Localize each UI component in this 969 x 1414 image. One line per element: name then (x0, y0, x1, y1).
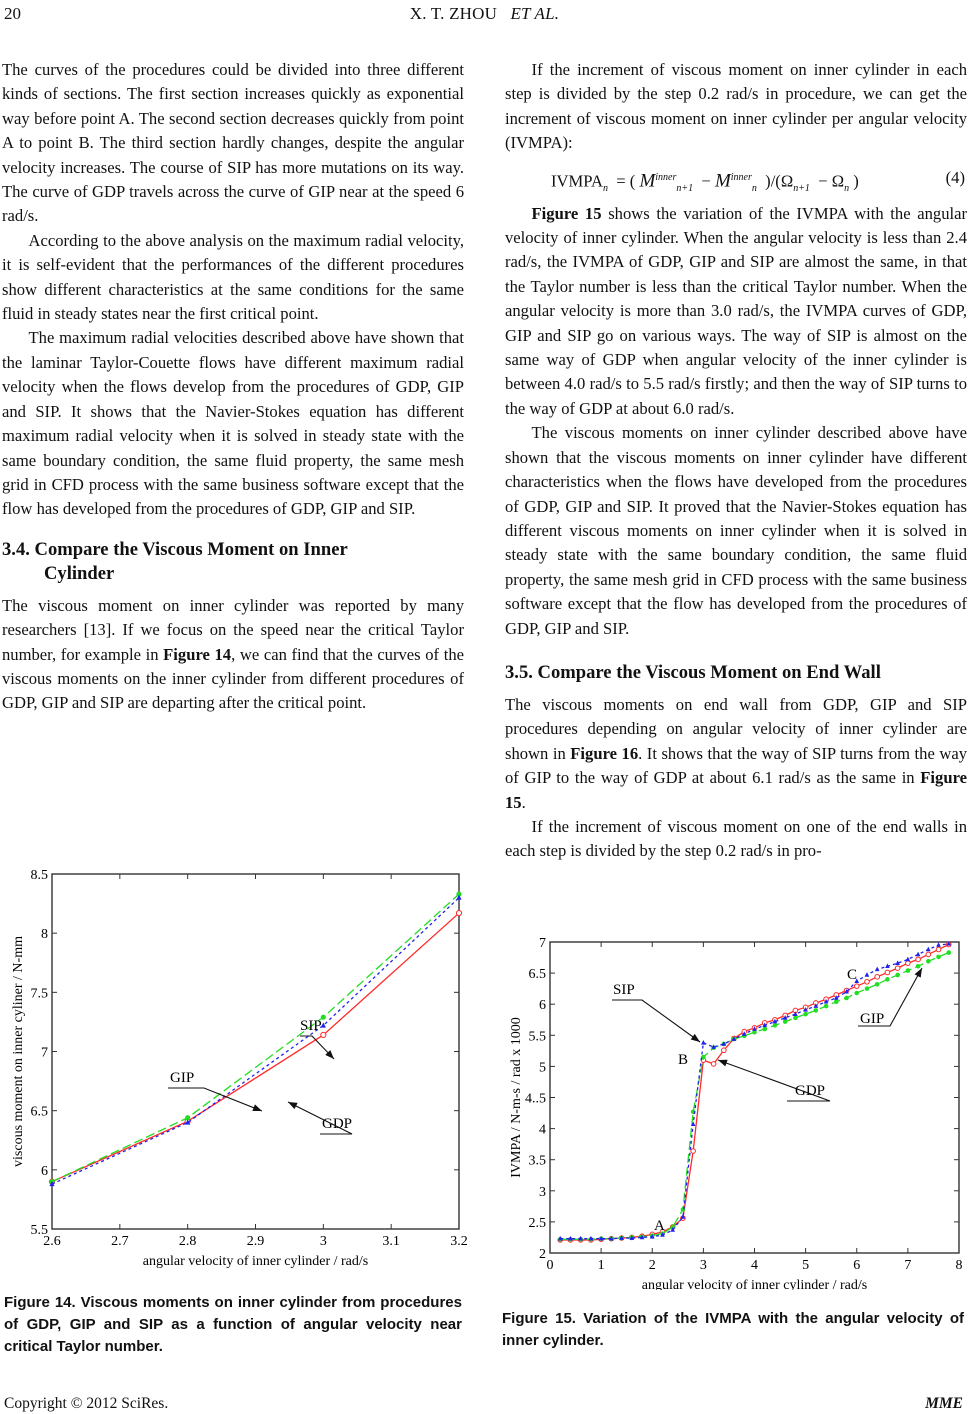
data-point (916, 952, 921, 957)
viscous-moment-chart (0, 868, 480, 1278)
data-point (834, 999, 839, 1004)
heading-line: Cylinder (44, 562, 115, 584)
data-point (926, 952, 931, 957)
y-tick-label: 2.5 (528, 1215, 546, 1231)
data-point (793, 1016, 798, 1021)
y-tick-label: 7 (539, 936, 546, 951)
x-tick-label: 3 (319, 1234, 327, 1249)
data-point (906, 957, 911, 962)
data-point (691, 1149, 696, 1154)
data-point (895, 966, 900, 971)
data-point (773, 1023, 778, 1028)
text: The viscous moment on inner cylinder was reported by many researchers [13]. If we focus on the speed near the critical Taylor number, for example in (2, 595, 464, 664)
data-point (865, 972, 870, 977)
data-point (926, 947, 931, 952)
heading-line: 3.4. Compare the Viscous Moment on Inner (2, 538, 348, 560)
arrow-head-icon (288, 1102, 298, 1109)
annotation-label: GDP (795, 1083, 826, 1099)
data-point (906, 968, 911, 973)
annotation-label: SIP (300, 1018, 322, 1034)
x-tick-label: 3.2 (450, 1234, 468, 1249)
y-tick-label: 6 (41, 1163, 48, 1179)
annotation-arrow (612, 1000, 700, 1042)
eq-sub: n+1 (793, 182, 810, 194)
data-point (803, 1012, 808, 1017)
annotation-arrow (718, 1060, 830, 1101)
series-line-gdp (52, 913, 459, 1182)
y-tick-label: 2 (539, 1247, 546, 1262)
copyright: Copyright © 2012 SciRes. (4, 1395, 169, 1412)
x-axis-label: angular velocity of inner cylinder / rad/s (641, 1278, 868, 1290)
data-point (844, 996, 849, 1001)
section-heading-3-5: 3.5. Compare the Viscous Moment on End Wall (505, 661, 881, 683)
figure-15 (490, 930, 969, 1290)
arrow-head-icon (691, 1034, 700, 1042)
paragraph: According to the above analysis on the maximum radial velocity, it is self-evident that the performances of the different procedures show different characteristics at the same conditions for the same fluid in steady states near the first critical point. (2, 230, 464, 324)
section-heading-3-4 (2, 538, 464, 586)
figure-reference: Figure 15 (531, 203, 602, 223)
y-tick-label: 3.5 (528, 1153, 546, 1169)
eq-sub: n (844, 182, 850, 194)
data-point (936, 947, 941, 952)
x-tick-label: 2.6 (43, 1234, 61, 1249)
annotation-label: SIP (613, 982, 635, 998)
data-point (854, 984, 859, 989)
data-point (926, 959, 931, 964)
data-point (885, 970, 890, 975)
eq-sub: n (602, 182, 608, 194)
data-point (875, 982, 880, 987)
x-tick-label: 1 (597, 1258, 605, 1273)
data-point (854, 991, 859, 996)
y-tick-label: 4..5 (525, 1091, 546, 1107)
arrow-head-icon (718, 1060, 728, 1067)
data-point (814, 1008, 819, 1013)
paragraph: The curves of the procedures could be divided into three different kinds of sections. The first section increases quickly as exponential way before point A. The second section decreases quickly from point A to point B. The third section hardly changes, despite the angular velocity increases. The course of SIP has more mutations on its way. The curve of GDP travels across the curve of GIP near at the speed 6 rad/s. (2, 60, 464, 226)
data-point (916, 957, 921, 962)
x-tick-label: 4 (751, 1258, 758, 1273)
x-tick-label: 2.8 (178, 1234, 197, 1249)
x-tick-label: 2 (648, 1258, 656, 1273)
x-tick-label: 7 (904, 1258, 912, 1273)
data-point (875, 975, 880, 980)
paragraph (505, 693, 967, 815)
text: . It shows that the way of SIP turns from the way of GIP to the way of GDP at about 6.1 rad/s as the same in (505, 743, 967, 788)
y-axis-label: viscous moment on inner cyliner / N-mm (11, 936, 26, 1167)
arrow-head-icon (252, 1104, 262, 1111)
running-title (0, 4, 969, 24)
y-tick-label: 6 (539, 998, 546, 1014)
data-point (946, 950, 951, 955)
figure-14 (0, 868, 480, 1278)
equation-body: $IVMPA_n$ = ( $M^{inner}_{n+1} - M^{inner}_n$ )$/(\Omega_{n+1} - \Omega_n$ ) (551, 170, 859, 194)
y-tick-label: 4 (539, 1122, 546, 1138)
paragraph: The viscous moments on inner cylinder described above have shown that the viscous moments on inner cylinder have different characteristics when the flows have developed from the procedures of GDP, GIP and SIP. It proved that the Navier-Stokes equation has different viscous moments on inner cylinder when it is solved in steady state with the same boundary condition, the same fluid property, the same mesh grid in CFD process with the same business software except that the flow has developed from the procedures of GDP, GIP and SIP. (505, 423, 967, 638)
y-tick-label: 5.5 (30, 1223, 48, 1238)
text: The viscous moments on end wall from GDP, GIP and SIP procedures depending on angular velocity of inner cylinder are shown in (505, 694, 967, 763)
plot-frame (52, 874, 459, 1229)
paragraph (2, 594, 464, 716)
author-name: X. T. ZHOU (409, 4, 498, 23)
x-axis-label: angular velocity of inner cylinder / rad/s (142, 1254, 369, 1269)
data-point (865, 986, 870, 991)
y-tick-label: 5.5 (528, 1029, 546, 1045)
data-point (916, 964, 921, 969)
data-point (701, 1040, 706, 1045)
annotation-label: GDP (322, 1116, 353, 1132)
data-point (875, 967, 880, 972)
text: shows the variation of the IVMPA with the angular velocity of inner cylinder. When the angular velocity is less than 2.4 rad/s, the IVMPA of GDP, GIP and SIP are almost the same, in that the Taylor number is less than the critical Taylor number. When the angular velocity is more than 3.0 rad/s, the IVMPA curves of GDP, GIP and SIP go on various ways. The way of SIP is almost on the same way of GDP when angular velocity of the inner cylinder is between 4.0 rad/s to 5.5 rad/s firstly; and then the way of SIP turns to the way of GDP at about 6.0 rad/s. (505, 203, 967, 418)
eq-omega: Ω (780, 171, 794, 191)
y-tick-label: 8.5 (30, 868, 48, 883)
equation-number: (4) (945, 167, 965, 187)
annotation-label: GIP (170, 1070, 195, 1086)
x-tick-label: 5 (802, 1258, 810, 1273)
et-al: ET AL. (510, 4, 560, 23)
series-line-gip (52, 894, 459, 1182)
eq-sub: n (751, 182, 757, 194)
y-tick-label: 6.5 (528, 967, 546, 983)
y-axis-label: IVMPA / N-m-s / rad x 1000 (509, 1017, 524, 1178)
right-column (505, 58, 967, 864)
y-tick-label: 7 (41, 1045, 48, 1061)
journal-abbrev: MME (925, 1395, 963, 1412)
data-point (456, 910, 461, 915)
figure-reference: Figure 15 (505, 768, 967, 812)
arrow-head-icon (915, 968, 922, 978)
x-tick-label: 3.1 (382, 1234, 400, 1249)
data-point (783, 1019, 788, 1024)
data-point (762, 1027, 767, 1032)
eq-sup: inner (655, 171, 677, 183)
annotation-arrow (168, 1088, 262, 1111)
left-column (2, 58, 464, 716)
equation-4 (505, 160, 967, 196)
eq-m: M (639, 170, 656, 192)
eq-sup: inner (730, 171, 752, 183)
plot-frame (550, 942, 959, 1253)
y-tick-label: 7.5 (30, 986, 48, 1002)
figure-14-caption: Figure 14. Viscous moments on inner cylinder from procedures of GDP, GIP and SIP as a function of angular velocity near critical Taylor number. (4, 1294, 462, 1355)
paragraph: If the increment of viscous moment on inner cylinder in each step is divided by the step 0.2 rad/s in procedure, we can get the increment of viscous moment on inner cylinder per angular velocity (IVMPA): (505, 60, 967, 153)
annotation-label: A (654, 1218, 665, 1234)
data-point (906, 961, 911, 966)
data-point (824, 1004, 829, 1009)
figure-reference: Figure 16 (570, 743, 639, 763)
annotation-label: GIP (860, 1011, 885, 1027)
annotation-label: C (847, 967, 858, 983)
annotation-label: B (678, 1052, 689, 1068)
paragraph (505, 202, 967, 422)
page-number: 20 (4, 4, 21, 23)
y-tick-label: 5 (539, 1060, 546, 1076)
data-point (722, 1048, 727, 1053)
page-header (0, 4, 969, 26)
figure-reference: Figure 14 (163, 644, 232, 664)
text: , we can find that the curves of the viscous moments on the inner cylinder from different procedures of GDP, GIP and SIP are departing after the critical point. (2, 644, 464, 713)
x-tick-label: 8 (955, 1258, 963, 1273)
paragraph: If the increment of viscous moment on one of the end walls in each step is divided by the step 0.2 rad/s in pro- (505, 816, 967, 861)
data-point (895, 973, 900, 978)
data-point (711, 1062, 716, 1067)
data-point (936, 955, 941, 960)
y-tick-label: 3 (539, 1184, 546, 1200)
paragraph: The maximum radial velocities described above have shown that the laminar Taylor-Couette flows have different maximum radial velocity when the flows develop from the procedures of GDP, GIP and SIP. It shows that the Navier-Stokes equation has different maximum radial velocity when it is solved in steady state with the same boundary condition, the same fluid property, the same mesh grid in CFD process with the same business software except that the flow has developed from the procedures of GDP, GIP and SIP. (2, 328, 464, 519)
x-tick-label: 0 (546, 1258, 554, 1273)
x-tick-label: 2.7 (111, 1234, 129, 1249)
data-point (885, 977, 890, 982)
eq-sub: n+1 (676, 182, 694, 194)
eq-omega: Ω (831, 171, 845, 191)
x-tick-label: 3 (699, 1258, 707, 1273)
x-tick-label: 6 (853, 1258, 861, 1273)
x-tick-label: 2.9 (246, 1234, 265, 1249)
y-tick-label: 6.5 (30, 1104, 48, 1120)
data-point (865, 980, 870, 985)
ivmpa-chart (490, 930, 969, 1290)
y-tick-label: 8 (41, 927, 48, 943)
eq-lhs: IVMPA (551, 171, 603, 191)
eq-m: M (714, 170, 731, 192)
series-line-sip (52, 898, 459, 1184)
data-point (936, 942, 941, 947)
text: . (521, 792, 526, 812)
figure-15-caption: Figure 15. Variation of the IVMPA with the angular velocity of inner cylinder. (502, 1310, 964, 1349)
